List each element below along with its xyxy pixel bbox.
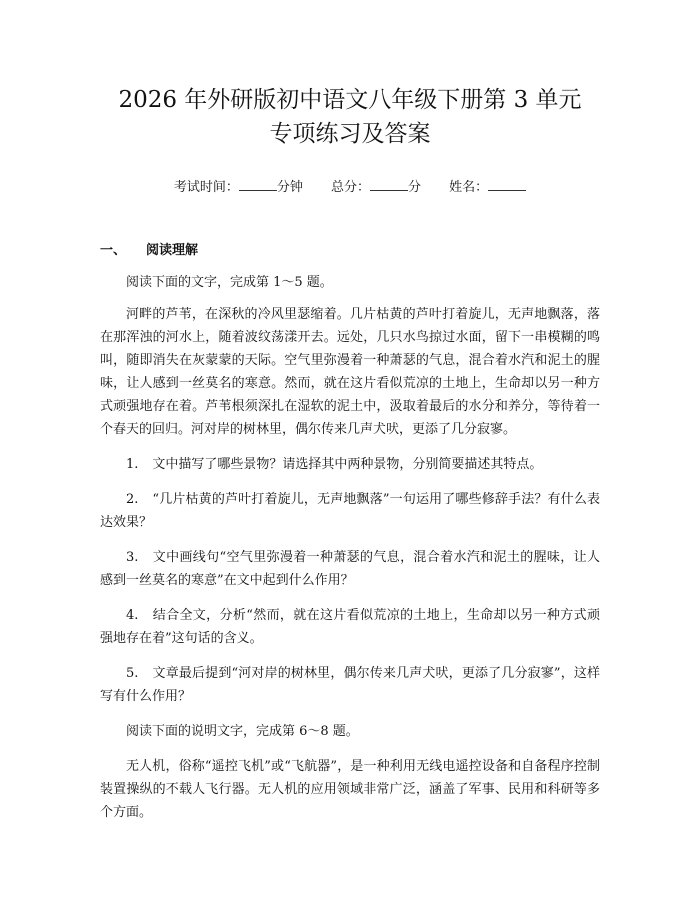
section-title: 阅读理解 [146, 243, 199, 258]
question-text: 结合全文，分析“然而，就在这片看似荒凉的土地上，生命却以另一种方式顽强地存在着”这句话的含义。 [100, 608, 600, 646]
exam-time [174, 180, 307, 195]
reading-passage-2: 无人机，俗称“遥控飞机”或“飞航器”，是一种利用无线电遥控设备和自备程序控制装置操纵的不载人飞行器。无人机的应用领域非常广泛，涵盖了军事、民用和科研等多个方面。 [100, 759, 600, 820]
question-text: “几片枯黄的芦叶打着旋儿，无声地飘落”一句运用了哪些修辞手法？有什么表达效果？ [100, 492, 600, 530]
exam-score [331, 180, 425, 195]
score-blank [370, 178, 408, 191]
question-number: 5. [126, 666, 139, 681]
question-number: 3. [126, 550, 139, 565]
document-title [100, 83, 600, 151]
section-number: 一、 [100, 243, 127, 258]
name-label: 姓名： [449, 180, 489, 195]
name-blank [488, 178, 526, 191]
question-text: 文章最后提到“河对岸的树林里，偶尔传来几声犬吠，更添了几分寂寥”，这样写有什么作用？ [100, 666, 600, 704]
question-1 [100, 453, 600, 476]
question-4 [100, 604, 600, 650]
score-label: 总分： [330, 180, 370, 195]
section-heading [100, 239, 600, 258]
question-3 [100, 546, 600, 592]
question-5 [100, 662, 600, 708]
question-number: 4. [126, 608, 139, 623]
question-2 [100, 488, 600, 534]
exam-info-line [100, 178, 600, 197]
question-text: 文中描写了哪些景物？请选择其中两种景物，分别简要描述其特点。 [152, 457, 543, 472]
reading-intro-2: 阅读下面的说明文字，完成第 6～8 题。 [126, 724, 359, 739]
score-unit: 分 [408, 180, 422, 195]
reading-intro-1: 阅读下面的文字，完成第 1～5 题。 [126, 275, 333, 290]
time-unit: 分钟 [276, 180, 303, 195]
title-line-2: 专项练习及答案 [269, 121, 431, 147]
reading-passage-1: 河畔的芦苇，在深秋的冷风里瑟缩着。几片枯黄的芦叶打着旋儿，无声地飘落，落在那浑浊的河水上，随着波纹荡漾开去。远处，几只水鸟掠过水面，留下一串模糊的鸣叫，随即消失在灰蒙蒙的天际。空气里弥漫着一种萧瑟的气息，混合着水汽和泥土的腥味，让人感到一丝莫名的寒意。然而，就在这片看似荒凉的土地上，生命却以另一种方式顽强地存在着。芦苇根须深扎在湿软的泥土中，汲取着最后的水分和养分，等待着一个春天的回归。河对岸的树林里，偶尔传来几声犬吠，更添了几分寂寥。 [100, 307, 600, 437]
title-line-1: 2026 年外研版初中语文八年级下册第 3 单元 [118, 87, 582, 113]
time-blank [239, 178, 277, 191]
time-label: 考试时间： [173, 180, 239, 195]
question-number: 2. [126, 492, 139, 507]
question-number: 1. [126, 457, 139, 472]
question-text: 文中画线句“空气里弥漫着一种萧瑟的气息，混合着水汽和泥土的腥味，让人感到一丝莫名的寒意”在文中起到什么作用？ [100, 550, 600, 588]
exam-name [449, 180, 526, 195]
